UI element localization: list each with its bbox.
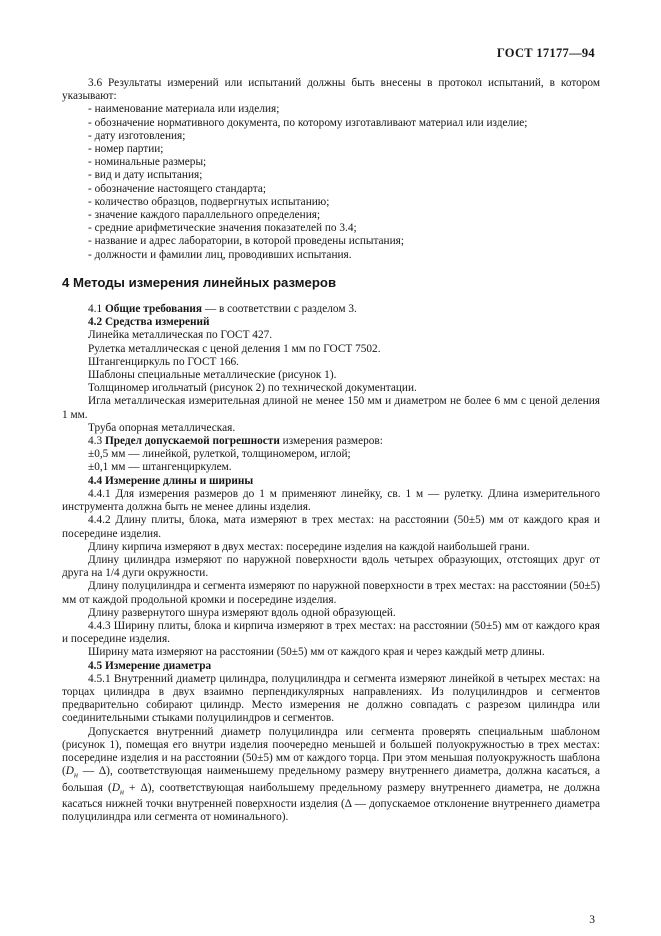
list-item: - обозначение нормативного документа, по которому изготавливают материал или изделие; <box>88 116 528 129</box>
tool-item: Труба опорная металлическая. <box>88 421 236 434</box>
paragraph-4-4-3: 4.4.3 Ширину плиты, блока и кирпича измеряют в трех местах: на расстоянии (50±5) мм от каждого края и посередине изделия. <box>62 619 600 646</box>
clause-title: 4.5 Измерение диаметра <box>88 659 212 672</box>
tolerance-item: ±0,1 мм — штангенциркулем. <box>88 461 232 474</box>
page-content <box>62 77 600 824</box>
diameter-symbol <box>65 765 78 780</box>
list-item: - обозначение настоящего стандарта; <box>88 182 266 195</box>
list-item: - название и адрес лаборатории, в которой проведены испытания; <box>88 235 404 248</box>
clause-title: Предел допускаемой погрешности <box>104 435 280 448</box>
clause-text: измерения размеров: <box>279 435 383 448</box>
paragraph-4-4-1: 4.4.1 Для измерения размеров до 1 м применяют линейку, св. 1 м — рулетку. Длина измерительного инструмента должна быть не менее длины изделия. <box>62 487 600 514</box>
symbol-d: D <box>111 781 120 794</box>
clause-text: — в соответствии с разделом 3. <box>202 303 357 316</box>
text-part: Допускается внутренний диаметр полуцилиндра или сегмента проверять специальным шаблоном (рисунок 1), помещая его внутри изделия поочередно меньшей и большей полуокружностью в трех местах: посередине изделия и на расстоянии (50±5) мм от каждого торца. При этом меньшая полуокружность шаблона ( <box>62 725 600 778</box>
paragraph-3-6: 3.6 Результаты измерений или испытаний должны быть внесены в протокол испытаний, в котором указывают: <box>62 77 600 103</box>
paragraph-4-4-2: 4.4.2 Длину плиты, блока, мата измеряют в трех местах: на расстоянии (50±5) мм от каждого края и посередине изделия. <box>62 514 600 540</box>
clause-number: 4.3 <box>88 435 103 448</box>
clause-title: Общие требования <box>104 303 203 316</box>
list-item: - номер партии; <box>88 143 164 156</box>
paragraph-half-cylinder-length: Длину полуцилиндра и сегмента измеряют по наружной поверхности в трех местах: на расстоянии (50±5) мм от каждой продольной кромки и посередине изделия. <box>62 580 600 606</box>
text-part: + Δ), соответствующая наибольшему предельному размеру внутреннего диаметра, не должна касаться нижней точки внутренней поверхности изделия (Δ — допускаемое отклонение внутреннего диаметра полуцилиндра или сегмента от номинального). <box>62 781 600 824</box>
list-item: - количество образцов, подвергнутых испытанию; <box>88 195 330 208</box>
clause-title: 4.4 Измерение длины и ширины <box>88 474 254 487</box>
tool-item: Линейка металлическая по ГОСТ 427. <box>88 329 273 342</box>
list-item: - должности и фамилии лиц, проводивших испытания. <box>88 248 352 261</box>
tool-item: Шаблоны специальные металлические (рисунок 1). <box>88 369 337 382</box>
paragraph-cylinder-length: Длину цилиндра измеряют по наружной поверхности вдоль четырех образующих, отстоящих друг от друга на 1/4 дуги окружности. <box>62 553 600 580</box>
diameter-symbol <box>112 782 124 794</box>
paragraph-4-5-1: 4.5.1 Внутренний диаметр цилиндра, полуцилиндра и сегмента измеряют линейкой в четырех местах: на торцах цилиндра в двух взаимно перпендикулярных направлениях. Из полуцилиндров и сегментов предварительно собирают цилиндр. Место измерения не должно совпадать с разрезом цилиндра или соединительными стыками полуцилиндров и сегментов. <box>62 672 600 725</box>
text-part: — Δ), соответствующая наименьшему предельному размеру внутреннего диаметра, должна касаться, а большая ( <box>62 765 600 794</box>
list-item: - средние арифметические значения показателей по 3.4; <box>88 222 357 235</box>
symbol-subscript: н <box>73 770 78 780</box>
list-item: - наименование материала или изделия; <box>88 103 280 116</box>
subheading-4-2 <box>62 316 600 329</box>
list-item: - вид и дату испытания; <box>88 169 203 182</box>
tool-item: Штангенциркуль по ГОСТ 166. <box>88 355 240 368</box>
paragraph-template-check <box>62 726 600 825</box>
list-item: - дату изготовления; <box>88 129 186 142</box>
subheading-4-4 <box>62 475 600 488</box>
section-4-heading: 4 Методы измерения линейных размеров <box>62 274 337 290</box>
page-number: 3 <box>589 914 595 926</box>
paragraph-mat-width: Ширину мата измеряют на расстоянии (50±5) мм от каждого края и через каждый метр длины. <box>88 646 545 659</box>
standard-header: ГОСТ 17177—94 <box>496 46 595 60</box>
list-item: - номинальные размеры; <box>88 156 207 169</box>
subheading-4-5 <box>62 660 600 673</box>
clause-title: 4.2 Средства измерений <box>88 316 210 329</box>
tool-item: Толщиномер игольчатый (рисунок 2) по технической документации. <box>88 382 417 395</box>
symbol-subscript: н <box>119 786 124 796</box>
tolerance-item: ±0,5 мм — линейкой, рулеткой, толщиномером, иглой; <box>88 448 351 461</box>
paragraph-4-3 <box>62 435 600 448</box>
tool-item: Рулетка металлическая с ценой деления 1 мм по ГОСТ 7502. <box>88 342 381 355</box>
symbol-d: D <box>65 765 74 778</box>
paragraph-brick-length: Длину кирпича измеряют в двух местах: посередине изделия на каждой наибольшей грани. <box>88 540 530 553</box>
paragraph-cord-length: Длину развернутого шнура измеряют вдоль одной образующей. <box>88 606 396 619</box>
tool-item: Игла металлическая измерительная длиной не менее 150 мм и диаметром не более 6 мм с ценой деления 1 мм. <box>62 395 600 421</box>
paragraph-4-1 <box>62 303 600 316</box>
protocol-items-list <box>62 103 600 261</box>
clause-number: 4.1 <box>88 303 103 316</box>
list-item: - значение каждого параллельного определения; <box>88 209 321 222</box>
